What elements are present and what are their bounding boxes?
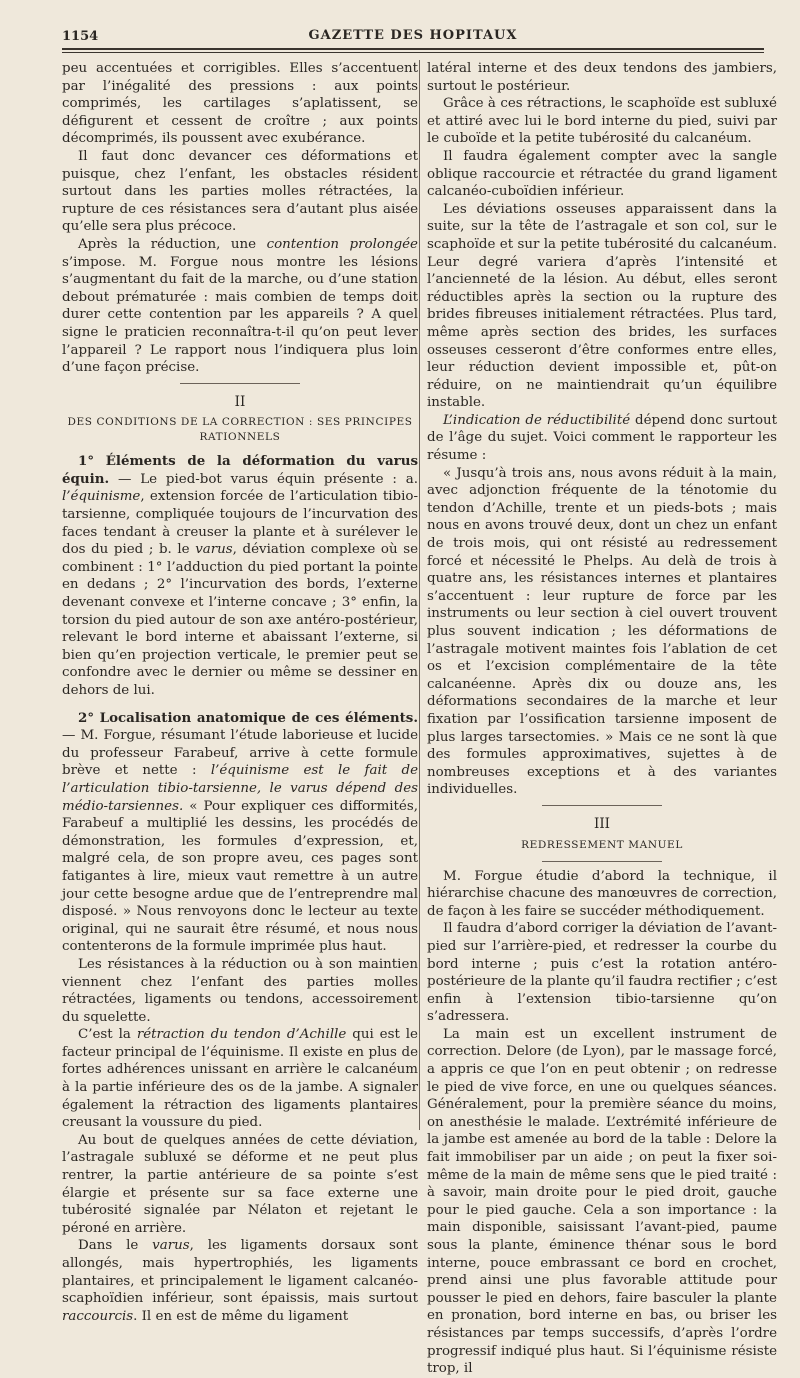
- section-number: II: [234, 393, 246, 410]
- paragraph: Grâce à ces rétractions, le scaphoïde est subluxé et attiré avec lui le bord interne du pied, suivi par le cuboïde et la petite tubérosité du calcanéum.: [427, 96, 777, 147]
- section-number: III: [594, 815, 610, 832]
- header-rule: [62, 48, 764, 50]
- paragraph: C’est la rétraction du tendon d’Achille qui est le facteur principal de l’équinisme. Il existe en plus de fortes adhérences unissant en arrière le calcanéum à la partie inférieure des os de la jambe. A signaler également la rétraction des ligaments plantaires creusant la voussure du pied.: [62, 1027, 418, 1131]
- section-divider: [180, 383, 300, 384]
- paragraph: Il faut donc devancer ces déformations et puisque, chez l’enfant, les obstacles résident surtout dans les parties molles rétractées, la rupture de ces résistances sera d’autant plus aisée qu’elle sera plus précoce.: [62, 148, 418, 235]
- paragraph: Il faudra également compter avec la sangle oblique raccourcie et rétractée du grand ligament calcanéo-cuboïdien inférieur.: [427, 148, 777, 200]
- paragraph: La main est un excellent instrument de correction. Delore (de Lyon), par le massage forcé, a appris ce que l’on en peut obtenir ; on redresse le pied de vive force, en une ou quelques séances. Généralement, pour la première séance du moins, on anesthésie le malade. L’extrémité inférieure de la jambe est amenée au bord de la table : Delore la fait immobiliser par un aide ; on peut la fixer soi-même de la main de même sens que le pied traité : à savoir, main droite pour le pied droit, gauche pour le pied gauche. Cela a son importance : la main disponible, saisissant l’avant-pied, paume sous la plante, éminence thénar sous le bord interne, pouce embrassant ce bord en crochet, prend ainsi une plus favorable attitude pour pousser le pied en dehors, faire basculer la plante en pronation, bord interne en bas, ou briser les résistances par temps successifs, d’après l’ordre progressif indiqué plus haut. Si l’équinisme résiste trop, il: [427, 1026, 777, 1377]
- paragraph: M. Forgue étudie d’abord la technique, il hiérarchise chacune des manœuvres de correction, de façon à les faire se succéder méthodiquement.: [427, 868, 777, 919]
- paragraph: Les déviations osseuses apparaissent dans la suite, sur la tête de l’astragale et son col, sur le scaphoïde et sur la petite tubérosité du calcanéum. Leur degré variera d’après l’intensité et l’ancienneté de la lésion. Au début, elles seront réductibles après la section ou la rupture des brides fibreuses initialement rétractées. Plus tard, même après section des brides, les surfaces osseuses cesseront d’être conformes entre elles, leur réduction devient impossible et, pût-on réduire, on ne maintiendrait qu’un équilibre instable.: [427, 201, 777, 411]
- paragraph: 1° Éléments de la déformation du varus équin. — Le pied-bot varus équin présente : a. l’équinisme, extension forcée de l’articulation tibio-tarsienne, compliquée toujours de l’incurvation des faces tendant à creuser la plante et à surélever le dos du pied ; b. le varus, déviation complexe où se combinent : 1° l’adduction du pied portant la pointe en dedans ; 2° l’incurvation des bords, l’externe devenant convexe et l’interne concave ; 3° enfin, la torsion du pied autour de son axe antéro-postérieur, relevant le bord interne et abaissant l’externe, si bien qu’en projection verticale, le premier peut se confondre avec le dernier ou même se dessiner en dehors de lui.: [62, 453, 418, 698]
- paragraph: L’indication de réductibilité dépend donc surtout de l’âge du sujet. Voici comment le rapporteur les résume :: [427, 412, 778, 464]
- column-divider: [419, 60, 420, 1130]
- paragraph: peu accentuées et corrigibles. Elles s’accentuent par l’inégalité des pressions : aux points comprimés, les cartilages s’aplatissent, se défigurent et cessent de croître ; aux points décomprimés, ils poussent avec exubérance.: [62, 61, 418, 147]
- paragraph: latéral interne et des deux tendons des jambiers, surtout le postérieur.: [427, 61, 777, 94]
- section-title: REDRESSEMENT MANUEL: [521, 838, 683, 851]
- page-header: [62, 26, 764, 48]
- section-title: DES CONDITIONS DE LA CORRECTION : SES PRINCIPES RATIONNELS: [67, 416, 413, 444]
- paragraph: « Jusqu’à trois ans, nous avons réduit à la main, avec adjonction fréquente de la ténotomie du tendon d’Achille, trente et un pieds-bots ; mais nous en avons trouvé deux, dont un chez un enfant de trois mois, qui ont résisté au redressement forcé et nécessité le Phelps. Au delà de trois à quatre ans, les résistances internes et plantaires s’accentuent : leur rupture de force par les instruments ou leur section à ciel ouvert trouvent plus souvent indication ; les déformations de l’astragale motivent maintes fois l’ablation de cet os et l’excision complémentaire de la tête calcanéenne. Après dix ou douze ans, les déformations secondaires de la marche et leur fixation par l’ossification tarsienne imposent de plus larges tarsectomies. » Mais ce ne sont là que des formules approximatives, sujettes à de nombreuses exceptions et à des variantes individuelles.: [427, 465, 777, 798]
- paragraph: Au bout de quelques années de cette déviation, l’astragale subluxé se déforme et ne peut plus rentrer, la partie antérieure de sa pointe s’est élargie et présente sur sa face externe une tubérosité signalée par Nélaton et rejetant le péroné en arrière.: [62, 1132, 418, 1236]
- header-rule-thin: [62, 52, 764, 53]
- left-column: [62, 60, 418, 1325]
- paragraph: Après la réduction, une contention prolongée s’impose. M. Forgue nous montre les lésions s’augmentant du fait de la marche, ou d’une station debout prématurée : mais combien de temps doit durer cette contention par les appareils ? A quel signe le praticien reconnaîtra-t-il qu’on peut lever l’appareil ? Le rapport nous l’indiquera plus loin d’une façon précise.: [62, 236, 418, 376]
- section-divider: [542, 861, 662, 862]
- paragraph: Dans le varus, les ligaments dorsaux sont allongés, mais hypertrophiés, les ligaments plantaires, et principalement le ligament calcanéo-scaphoïdien inférieur, sont épaissis, mais surtout raccourcis. Il en est de même du ligament: [62, 1238, 418, 1324]
- section-divider: [542, 805, 662, 806]
- paragraph: Il faudra d’abord corriger la déviation de l’avant-pied sur l’arrière-pied, et redresser la courbe du bord interne ; puis c’est la rotation antéro-postérieure de la plante qu’il faudra rectifier ; c’est enfin à l’extension tibio-tarsienne qu’on s’adressera.: [427, 921, 777, 1025]
- running-title: GAZETTE DES HOPITAUX: [308, 28, 518, 43]
- paragraph: 2° Localisation anatomique de ces éléments. — M. Forgue, résumant l’étude laborieuse et lucide du professeur Farabeuf, arrive à cette formule brève et nette : l’équinisme est le fait de l’articulation tibio-tarsienne, le varus dépend des médio-tarsiennes. « Pour expliquer ces difformités, Farabeuf a multiplié les dessins, les procédés de démonstration, les formules d’expression, et, malgré cela, de son propre aveu, ces pages sont fatigantes à lire, mieux vaut remettre à un autre jour cette besogne ardue que de l’entreprendre mal disposé. » Nous renvoyons donc le lecteur au texte original, qui ne saurait être résumé, et nous nous contenterons de la formule imprimée plus haut.: [62, 709, 419, 955]
- right-column: [427, 60, 777, 1378]
- page-number: 1154: [62, 29, 99, 44]
- paragraph: Les résistances à la réduction ou à son maintien viennent chez l’enfant des parties molles rétractées, ligaments ou tendons, accessoirement du squelette.: [62, 956, 418, 1025]
